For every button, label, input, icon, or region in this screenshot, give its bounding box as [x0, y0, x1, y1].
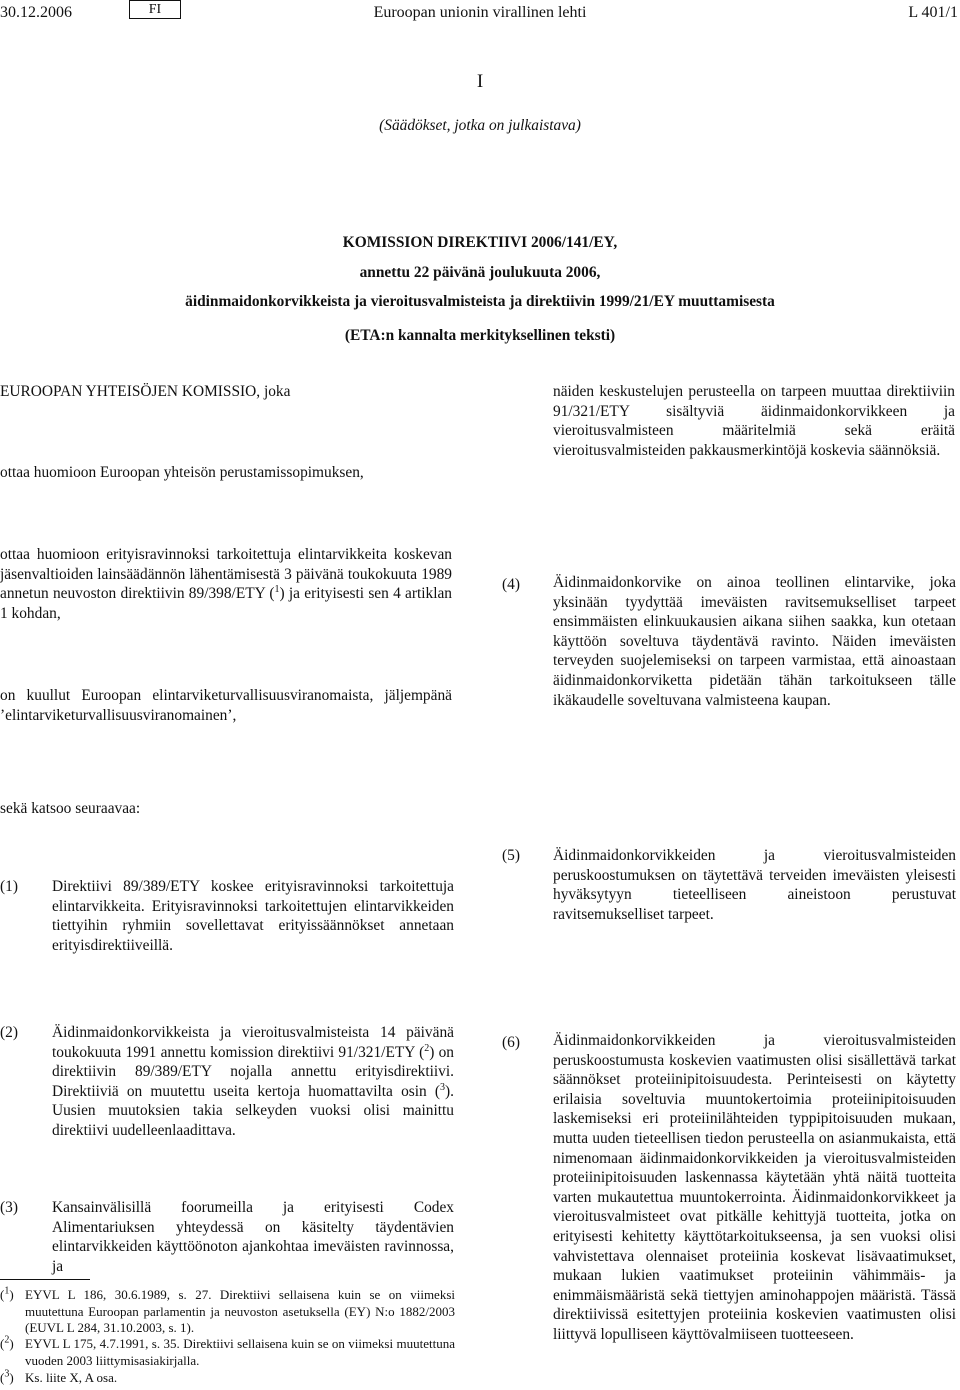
eea-relevance: (ETA:n kannalta merkityksellinen teksti) — [344, 327, 616, 344]
recital-text: Äidinmaidonkorvikkeiden ja vieroitusvalmisteiden peruskoostumuksen on täytettävä terveiden imeväisten yleisesti hyväksytyyn tieteelliseen aineistoon perustuvat ravitsemukselliset tarpeet. — [553, 847, 956, 923]
directive-subject: äidinmaidonkorvikkeista ja vieroitusvalmisteista ja direktiivin 1999/21/EY muuttamisesta — [185, 293, 775, 310]
whereas-intro: sekä katsoo seuraavaa: — [0, 800, 141, 817]
footnote-separator — [0, 1279, 90, 1280]
recital-3 — [0, 1198, 454, 1276]
page-reference: L 401/1 — [908, 4, 958, 21]
recital-2 — [0, 1023, 454, 1141]
directive-title: KOMISSION DIREKTIIVI 2006/141/EY, — [342, 234, 618, 251]
recital-number: (1) — [0, 878, 18, 895]
recital-3-continued: näiden keskustelujen perusteella on tarpeen muuttaa direktiiviin 91/321/ETY sisältyviä äidinmaidonkorvikkeen ja vieroitusvalmisteen määritelmiä sekä eräitä vieroitusvalmisteiden pakkausmerkintöjä koskevia säännöksiä. — [553, 383, 955, 459]
language-badge: FI — [129, 0, 181, 19]
journal-title: Euroopan unionin virallinen lehti — [373, 4, 587, 21]
citation-treaty: ottaa huomioon Euroopan yhteisön perustamissopimuksen, — [0, 464, 364, 481]
recital-text: Äidinmaidonkorvikkeiden ja vieroitusvalmisteiden peruskoostumusta koskevien vaatimusten olisi sisällettävä tarkat säännökset proteiinipitoisuudesta. Perinteisesti on käytetty erilaisia soveltuvia muuntokertoimia proteiinipitoisuuden laskemiseksi eri proteiinilähteiden typpipitoisuuden mukaan, mutta uuden tieteellisen tiedon perusteella on asianmukaista, että nimenomaan äidinmaidonkorvikkeiden ja vieroitusvalmisteiden proteiinipitoisuuden laskennassa käytetään yhtä näitä tuotteita varten mukautettua muuntokerrointa. Äidinmaidonkorvikkeet ja vieroitusvalmisteet ovat pitkälle kehittyjä tuotteita, jotka on erityisesti kehitetty käyttötarkoitukseensa, ja sen vuoksi olisi vahvistettava olennaiset proteiinia koskevat lisävaatimukset, mukaan lukien vaatimukset proteiinin vähimmäis- ja enimmäismääristä sekä tiettyjen aminohappojen määristä. Tässä direktiivissä esitettyjen proteiinia koskevien vaatimusten olisi liittyvä lopulliseen käyttövalmiiseen tuotteeseen. — [553, 1032, 956, 1343]
recital-number: (3) — [0, 1199, 18, 1216]
citation-directive: ottaa huomioon erityisravinnoksi tarkoitettuja elintarvikkeita koskevan jäsenvaltioiden lainsäädännön lähentämisestä 3 päivänä toukokuuta 1989 annetun neuvoston direktiivin 89/398/ETY ($^1$) ja erityisesti sen 4 artiklan 1 kohdan, — [0, 546, 453, 622]
recital-number: (5) — [502, 847, 520, 864]
recital-4 — [502, 573, 956, 710]
footnote-3: ($^3$) Ks. liite X, A osa. — [0, 1368, 118, 1385]
recital-text: Äidinmaidonkorvikkeista ja vieroitusvalmisteista 14 päivänä toukokuuta 1991 annettu komission direktiivi 91/321/ETY ($^2$) on direktiivin 89/389/ETY nojalla annettu erityisdirektiivi. Direktiiviä on muutettu useita kertoja huomattavilta osin ($^3$). Uusien muutoksien takia selkeyden vuoksi olisi mainittu direktiivi uudelleenlaadittava. — [52, 1024, 454, 1139]
recital-5 — [502, 846, 956, 924]
citation-efsa: on kuullut Euroopan elintarviketurvallisuusviranomaista, jäljempänä ’elintarviketurvallisuusviranomainen’, — [0, 687, 452, 724]
recital-text: Kansainvälisillä foorumeilla ja erityisesti Codex Alimentariuksen yhteydessä on käsitelty täydentävien elintarvikkeiden käyttöönoton ajankohtaa imeväisten ravinnossa, ja — [52, 1199, 454, 1275]
section-subtitle: (Säädökset, jotka on julkaistava) — [379, 117, 581, 134]
recital-number: (4) — [502, 576, 520, 593]
footnote-ref-3[interactable]: 3 — [440, 1081, 446, 1093]
recital-6 — [502, 1031, 956, 1345]
recital-text: Direktiivi 89/389/ETY koskee erityisravinnoksi tarkoitettuja elintarvikkeita. Erityisravinnoksi tarkoitettujen elintarvikkeiden tiettyihin ryhmiin sovellettavat erityissäännökset annetaan erityisdirektiiveillä. — [52, 878, 454, 954]
footnote-1: ($^1$) EYVL L 186, 30.6.1989, s. 27. Direktiivi sellaisena kuin se on viimeksi muutettuna Euroopan parlamentin ja neuvoston asetuksella (EY) N:o 1882/2003 (EUVL L 284, 31.10.2003, s. 1). — [0, 1285, 455, 1335]
footnote-ref-2[interactable]: 2 — [424, 1042, 430, 1054]
recital-1 — [0, 877, 454, 955]
footnote-ref-1[interactable]: 1 — [274, 584, 280, 596]
recital-number: (6) — [502, 1034, 520, 1051]
footnote-2: ($^2$) EYVL L 175, 4.7.1991, s. 35. Direktiivi sellaisena kuin se on viimeksi muutettuna vuoden 2003 liittymisasiakirjalla. — [0, 1334, 455, 1368]
section-roman: I — [476, 71, 484, 92]
header-date: 30.12.2006 — [0, 4, 72, 21]
commission-intro: EUROOPAN YHTEISÖJEN KOMISSIO, joka — [0, 383, 291, 400]
directive-date: annettu 22 päivänä joulukuuta 2006, — [359, 264, 601, 281]
recital-text: Äidinmaidonkorvike on ainoa teollinen elintarvike, joka yksinään tyydyttää imeväisten ravitsemukselliset tarpeet ensimmäisten elinkuukausien aikana siihen saakka, kun otetaan käyttöön soveltuva täydentävä ravinto. Näiden imeväisten terveyden suojelemiseksi on tarpeen varmistaa, että ainoastaan äidinmaidonkorviketta pidetään tähän tarkoitukseen tälle ikäkaudelle soveltuvana valmisteena kaupan. — [553, 574, 956, 709]
recital-number: (2) — [0, 1024, 18, 1041]
